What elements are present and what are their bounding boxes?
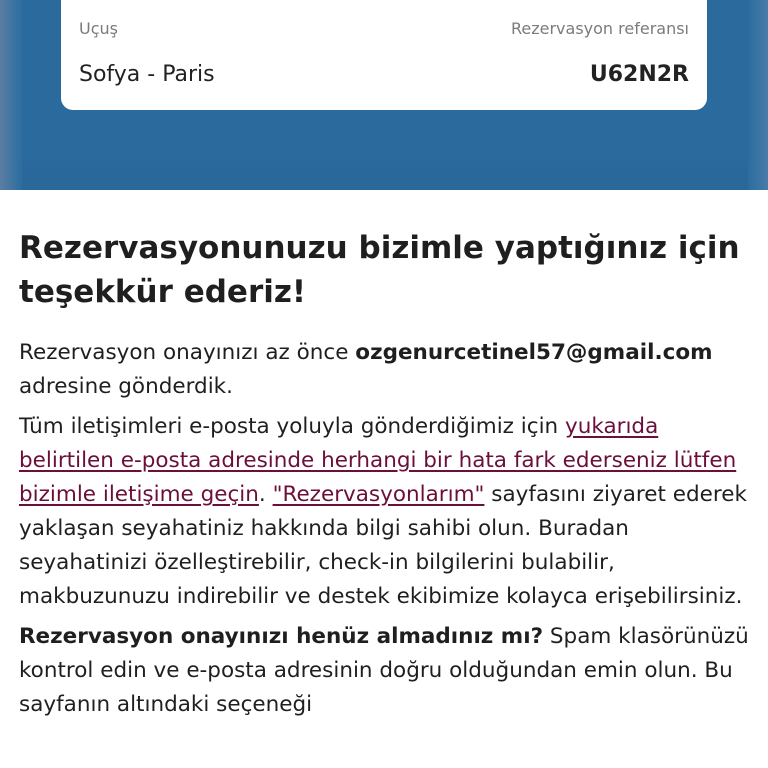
confirmation-text: Rezervasyon onayınızı az önce: [19, 340, 356, 365]
email-address: ozgenurcetinel57@gmail.com: [355, 340, 713, 365]
hero-banner: [0, 0, 768, 190]
page-title: Rezervasyonunuzu bizimle yaptığınız için teşekkür ederiz!: [19, 230, 740, 310]
confirmation-paragraph: [19, 336, 749, 404]
info-text-rest: sayfasını ziyaret ederek yaklaşan seyahatiniz hakkında bilgi sahibi olun. Buradan seyahatinizi özelleştirebilir, check-in bilgilerini bulabilir, makbuzunuzu indirebilir ve destek ekibimize kolayca erişebilirsiniz.: [19, 482, 747, 609]
contact-us-link[interactable]: yukarıda belirtilen e-posta adresinde herhangi bir hata fark ederseniz lütfen bizimle iletişime geçin: [19, 414, 737, 507]
info-paragraph: [19, 410, 749, 614]
reference-code: U62N2R: [589, 62, 689, 87]
info-text-sep: .: [258, 482, 273, 507]
info-text: Tüm iletişimleri e-posta yoluyla gönderdiğimiz için: [19, 414, 566, 439]
booking-summary-card: [61, 0, 707, 110]
flight-label: Uçuş: [79, 19, 118, 38]
confirmation-content: [19, 226, 749, 728]
reference-label: Rezervasyon referansı: [510, 19, 689, 38]
help-text: Spam klasörünüzü kontrol edin ve e-posta adresinin doğru olduğundan emin olun. Bu sayfanın altındaki seçeneği: [19, 624, 749, 717]
help-question: Rezervasyon onayınızı henüz almadınız mı?: [19, 624, 544, 649]
hero-image-right: [748, 0, 768, 190]
hero-image-left: [0, 0, 22, 190]
confirmation-text-end: adresine gönderdik.: [19, 374, 233, 399]
my-bookings-link[interactable]: "Rezervasyonlarım": [272, 482, 485, 507]
help-paragraph: [19, 620, 749, 722]
flight-route: Sofya - Paris: [79, 62, 215, 87]
